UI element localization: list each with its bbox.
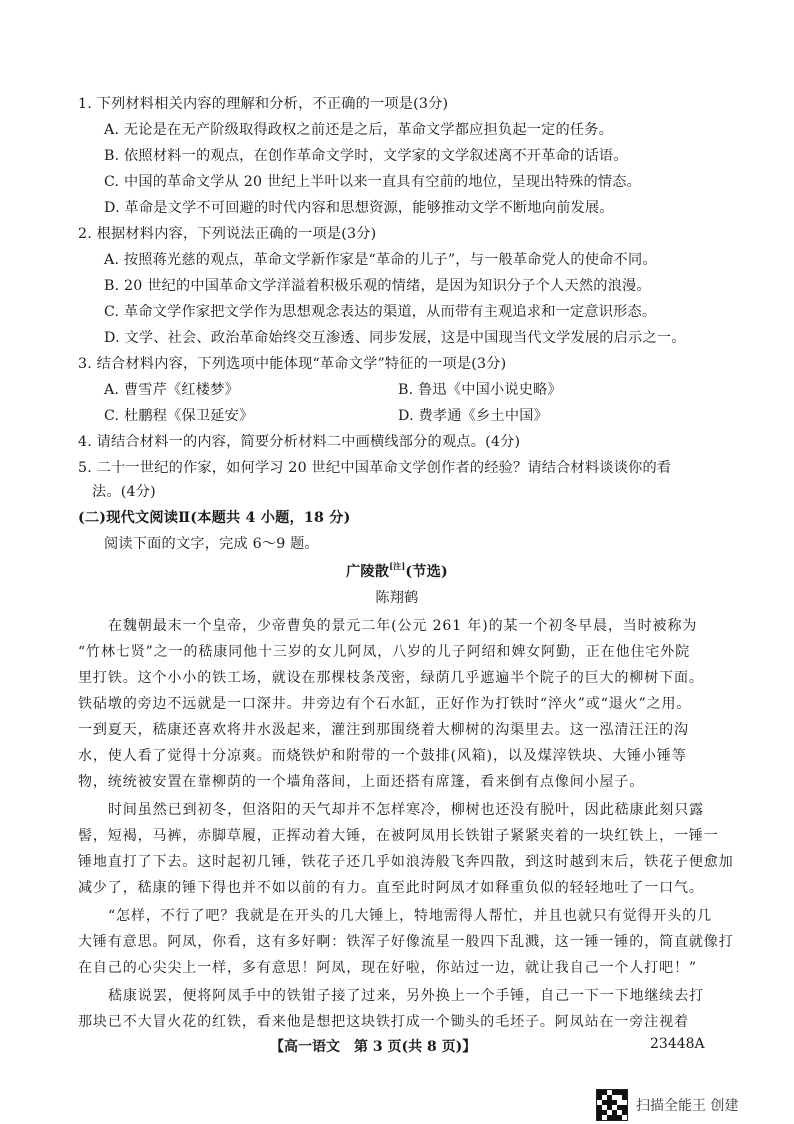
exam-code: 23448A [650, 1036, 705, 1052]
question-3-option-b: B. 鲁迅《中国小说史略》 [398, 382, 562, 398]
question-4: 4. 请结合材料一的内容，简要分析材料二中画横线部分的观点。(4分) [78, 434, 521, 450]
passage-line: 嵇康说罢，便将阿凤手中的铁钳子接了过来，另外换上一个手锤，自己一下一下地继续去打 [108, 988, 704, 1004]
passage-line: 大锤有意思。阿凤，你看，这有多好啊：铁浑子好像流星一般四下乱溅，这一锤一锤的，简直就像打 [78, 934, 734, 950]
question-2-stem: 2. 根据材料内容，下列说法正确的一项是(3分) [78, 226, 377, 242]
question-3-option-d: D. 费孝通《乡土中国》 [398, 408, 548, 424]
question-1-option-b: B. 依照材料一的观点，在创作革命文学时，文学家的文学叙述离不开革命的话语。 [104, 148, 628, 164]
question-1-option-d: D. 革命是文学不可回避的时代内容和思想资源，能够推动文学不断地向前发展。 [104, 200, 614, 216]
passage-line: 物，统统被安置在靠柳荫的一个墙角落间，上面还搭有席篷，看来倒有点像间小屋子。 [78, 774, 645, 790]
question-1-stem: 1. 下列材料相关内容的理解和分析，不正确的一项是(3分) [78, 96, 449, 112]
passage-line: 里打铁。这个小小的铁工场，就设在那棵枝条茂密，绿荫几乎遮遍半个院子的巨大的柳树下面。 [78, 670, 704, 686]
passage-line: 在魏朝最末一个皇帝，少帝曹奂的景元二年(公元 261 年)的某一个初冬早晨，当时被称为 [108, 618, 698, 634]
question-2-option-b: B. 20 世纪的中国革命文学洋溢着积极乐观的情绪，是因为知识分子个人天然的浪漫。 [104, 278, 651, 294]
section-instruction: 阅读下面的文字，完成 6～9 题。 [104, 536, 319, 552]
question-2-option-d: D. 文学、社会、政治革命始终交互渗透、同步发展，这是中国现当代文学发展的启示之一。 [104, 330, 686, 346]
passage-author: 陈翔鹤 [375, 590, 419, 606]
question-2-option-a: A. 按照蒋光慈的观点，革命文学新作家是“革命的儿子”，与一般革命党人的使命不同。 [104, 252, 657, 268]
watermark-text: 扫描全能王 创建 [636, 1098, 739, 1114]
section-heading: (二)现代文阅读Ⅱ(本题共 4 小题，18 分) [78, 510, 351, 526]
passage-title-text: 广陵散 [346, 564, 390, 580]
passage-line: 一到夏天，嵇康还喜欢将井水汲起来，灌注到那围绕着大柳树的沟渠里去。这一泓清汪汪的沟 [78, 722, 689, 738]
question-2-option-c: C. 革命文学作家把文学作为思想观念表达的渠道，从而带有主观追求和一定意识形态。 [104, 304, 657, 320]
page-footer-label: 【高一语文 第 3 页(共 8 页)】 [270, 1039, 477, 1055]
qr-code-icon [596, 1089, 628, 1121]
passage-line: “竹林七贤”之一的嵇康同他十三岁的女儿阿凤，八岁的儿子阿绍和婢女阿勤，正在他住宅外院 [78, 644, 691, 660]
passage-title [0, 562, 794, 582]
passage-line: 在自己的心尖尖上一样，多有意思！阿凤，现在好啦，你站过一边，就让我自己一个人打吧！” [78, 960, 697, 976]
question-1-option-c: C. 中国的革命文学从 20 世纪上半叶以来一直具有空前的地位，呈现出特殊的情态。 [104, 174, 642, 190]
question-3-option-c: C. 杜鹏程《保卫延安》 [104, 408, 254, 424]
scanner-watermark [596, 1088, 738, 1122]
passage-title-note: [注] [389, 561, 406, 571]
passage-line: 锤地直打了下去。这时起初几锤，铁花子还几乎如浪涛般飞奔四散，到这时越到末后，铁花子便愈加 [78, 854, 734, 870]
question-1-option-a: A. 无论是在无产阶级取得政权之前还是之后，革命文学都应担负起一定的任务。 [104, 122, 614, 138]
passage-title-suffix: (节选) [405, 564, 448, 580]
passage-line: 髻，短褐，马裤，赤脚草履，正挥动着大锤，在被阿凤用长铁钳子紧紧夹着的一块红铁上，一锤一 [78, 828, 719, 844]
question-5-line-2: 法。(4分) [92, 484, 156, 500]
passage-line: 铁砧墩的旁边不远就是一口深井。井旁边有个石水缸，正好作为打铁时“淬火”或“退火”之用。 [78, 696, 692, 712]
question-3-stem: 3. 结合材料内容，下列选项中能体现“革命文学”特征的一项是(3分) [78, 356, 507, 372]
passage-line: 时间虽然已到初冬，但洛阳的天气却并不怎样寒冷，柳树也还没有脱叶，因此嵇康此刻只露 [108, 802, 704, 818]
passage-line: 水，使人看了觉得十分凉爽。而烧铁炉和附带的一个鼓排(风箱)，以及煤滓铁块、大锤小锤等 [78, 748, 687, 764]
question-5-line-1: 5. 二十一世纪的作家，如何学习 20 世纪中国革命文学创作者的经验？请结合材料谈谈你的看 [78, 460, 672, 476]
passage-line: “怎样，不行了吧？我就是在开头的几大锤上，特地需得人帮忙，并且也就只有觉得开头的几 [108, 908, 713, 924]
passage-line: 那块已不大冒火花的红铁，看来他是想把这块铁打成一个锄头的毛坯子。阿凤站在一旁注视着 [78, 1014, 689, 1030]
question-3-option-a: A. 曹雪芹《红楼梦》 [104, 382, 239, 398]
passage-line: 减少了，嵇康的锤下得也并不如以前的有力。直至此时阿凤才如释重负似的轻轻地吐了一口气。 [78, 880, 704, 896]
